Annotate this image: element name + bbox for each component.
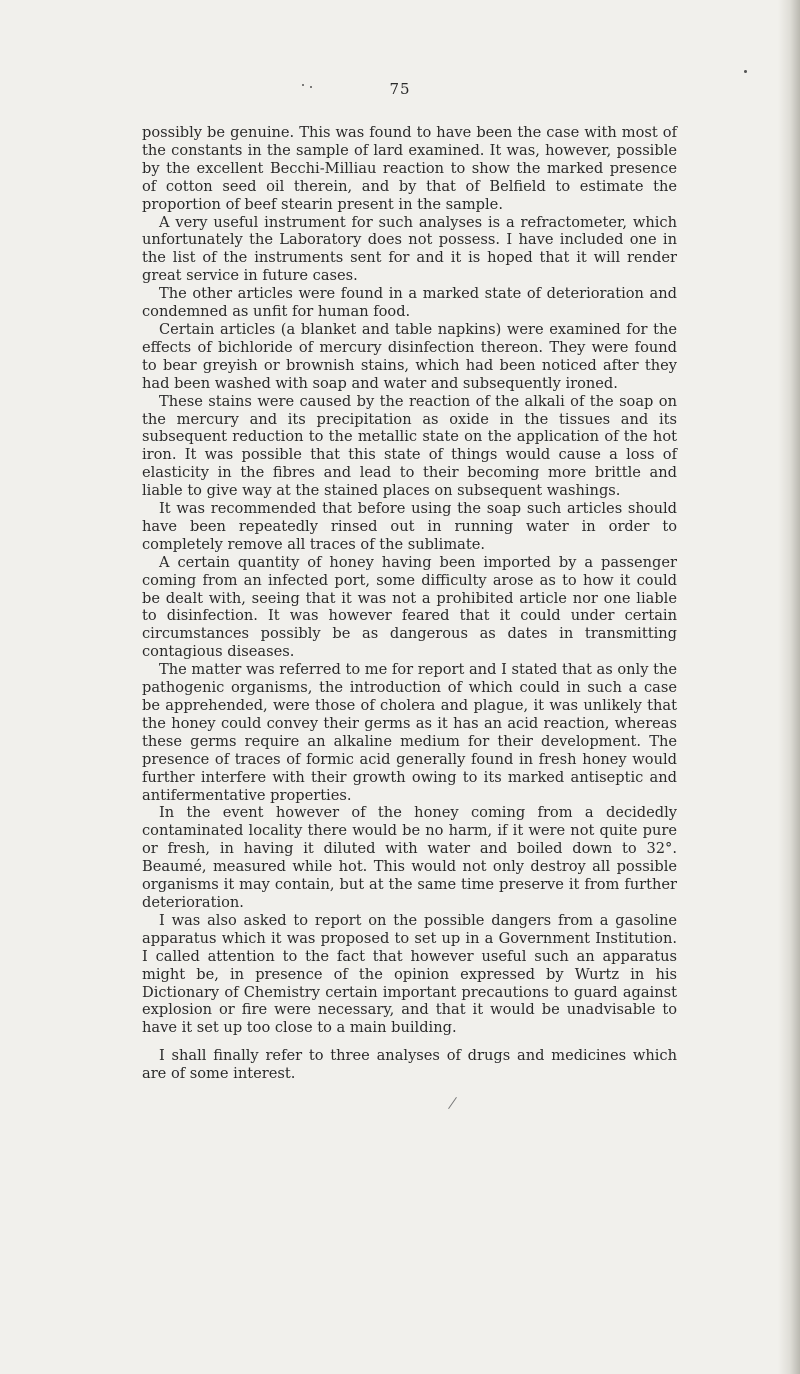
paragraph-rinsing-recommendation: It was recommended that before using the soap such articles should have been repeatedly rinsed out in running water in order to completely remove all traces of the sublimate. (142, 500, 677, 553)
page-number: 75 (389, 80, 411, 98)
paragraph-honey-import: A certain quantity of honey having been imported by a passenger coming from an infected port, some difficulty arose as to how it could be dealt with, seeing that it was not a prohibited article nor one liable to disinfection. It was however feared that it could under certain circumstances possibly be as dangerous as dates in transmitting contagious diseases. (142, 553, 677, 661)
paragraph-honey-report: The matter was referred to me for report and I stated that as only the pathogenic organisms, the introduction of which could in such a case be apprehended, were those of cholera and plague, it was unlikely that the honey could convey their germs as it has an acid reaction, whereas these germs require an alkaline medium for their development. The presence of traces of formic acid generally found in fresh honey would further interfere with their growth owing to its marked antiseptic and antifermentative properties. (142, 661, 677, 804)
ink-speck (302, 84, 304, 86)
ink-speck (310, 86, 312, 88)
paragraph-lard-analysis: possibly be genuine. This was found to have been the case with most of the constants in the sample of lard examined. It was, however, possible by the excellent Becchi-Milliau reaction to show the marked presence of cotton seed oil therein, and by that of Belfield to estimate the proportion of beef stearin present in the sample. (142, 124, 677, 213)
ink-speck (744, 70, 747, 73)
paragraph-condemned-articles: The other articles were found in a marked state of deterioration and condemned as unfit for human food. (142, 285, 677, 321)
stray-pencil-mark (448, 1097, 457, 1109)
paragraph-stain-cause: These stains were caused by the reaction of the alkali of the soap on the mercury and its precipitation as oxide in the tissues and its subsequent reduction to the metallic state on the application of the hot iron. It was possible that this state of things would cause a loss of elasticity in the fibres and lead to their becoming more brittle and liable to give way at the stained places on subsequent washings. (142, 392, 677, 500)
paragraph-refractometer: A very useful instrument for such analyses is a refractometer, which unfortunately the Laboratory does not possess. I have included one in the list of the instruments sent for and it is hoped that it will render great service in future cases. (142, 213, 677, 285)
page-edge-shadow (778, 0, 800, 1374)
paragraph-honey-boiling: In the event however of the honey coming from a decidedly contaminated locality there would be no harm, if it were not quite pure or fresh, in having it diluted with water and boiled down to 32°. Beaumé, measured while hot. This would not only destroy all possible organisms it may contain, but at the same time preserve it from further deterioration. (142, 804, 677, 911)
body-text (142, 124, 677, 1083)
paragraph-gasoline-apparatus: I was also asked to report on the possible dangers from a gasoline apparatus which it was proposed to set up in a Government Institution. I called attention to the fact that however useful such an apparatus might be, in presence of the opinion expressed by Wurtz in his Dictionary of Chemistry certain important precautions to guard against explosion or fire were necessary, and that it would be unadvisable to have it set up too close to a main building. (142, 911, 677, 1037)
paragraph-drug-analyses: I shall finally refer to three analyses of drugs and medicines which are of some interest. (142, 1047, 677, 1083)
paragraph-bichloride-disinfection: Certain articles (a blanket and table napkins) were examined for the effects of bichloride of mercury disinfection thereon. They were found to bear greyish or brownish stains, which had been noticed after they had been washed with soap and water and subsequently ironed. (142, 320, 677, 392)
